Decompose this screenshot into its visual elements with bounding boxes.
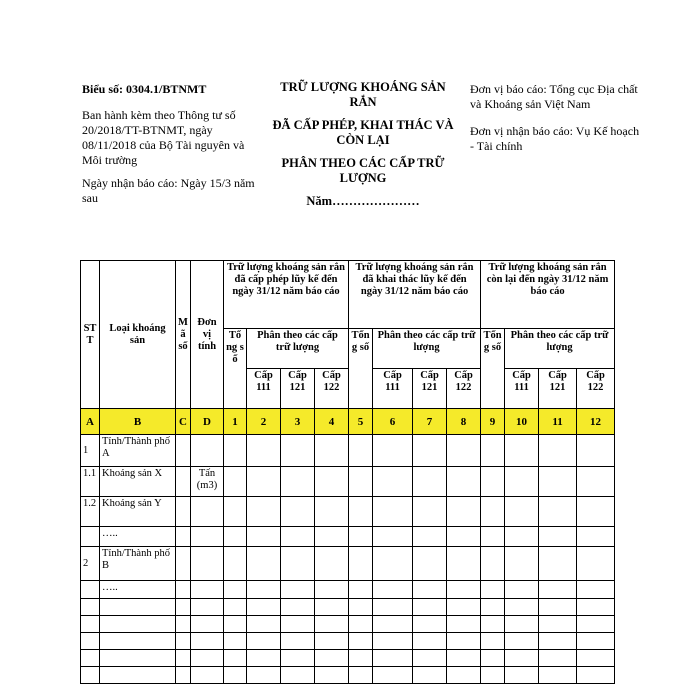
- column-index-row: [81, 409, 615, 435]
- column-index-cell: 8: [447, 409, 481, 435]
- header-by-level: Phân theo các cấp trữ lượng: [505, 329, 615, 369]
- header-total: Tổng số: [349, 329, 373, 409]
- value-cell: [247, 667, 281, 684]
- value-cell: [413, 527, 447, 547]
- table-row: [81, 650, 615, 667]
- header-level-111: Cấp 111: [373, 369, 413, 409]
- value-cell: [413, 435, 447, 467]
- value-cell: [539, 616, 577, 633]
- code-cell: [176, 650, 191, 667]
- table-row: [81, 547, 615, 581]
- value-cell: [224, 599, 247, 616]
- value-cell: [577, 435, 615, 467]
- unit-cell: [191, 633, 224, 650]
- table-row: [81, 467, 615, 497]
- value-cell: [224, 616, 247, 633]
- header-exploited-group: Trữ lượng khoáng sản rắn đã khai thác lũy kế đến ngày 31/12 năm báo cáo: [349, 261, 481, 329]
- value-cell: [224, 633, 247, 650]
- value-cell: [577, 497, 615, 527]
- value-cell: [447, 633, 481, 650]
- value-cell: [373, 599, 413, 616]
- value-cell: [577, 599, 615, 616]
- value-cell: [539, 547, 577, 581]
- value-cell: [447, 616, 481, 633]
- value-cell: [349, 467, 373, 497]
- value-cell: [539, 599, 577, 616]
- header-center: [268, 80, 458, 209]
- value-cell: [539, 581, 577, 599]
- code-cell: [176, 616, 191, 633]
- value-cell: [577, 616, 615, 633]
- unit-cell: [191, 547, 224, 581]
- stt-cell: [81, 616, 100, 633]
- value-cell: [481, 547, 505, 581]
- value-cell: [315, 616, 349, 633]
- header-right: [470, 82, 640, 154]
- mineral-name-cell: Tỉnh/Thành phố B: [100, 547, 176, 581]
- stt-cell: [81, 633, 100, 650]
- header-remaining-group: Trữ lượng khoáng sản rắn còn lại đến ngày 31/12 năm báo cáo: [481, 261, 615, 329]
- value-cell: [481, 435, 505, 467]
- value-cell: [413, 547, 447, 581]
- value-cell: [315, 650, 349, 667]
- value-cell: [247, 527, 281, 547]
- code-cell: [176, 497, 191, 527]
- value-cell: [373, 667, 413, 684]
- value-cell: [505, 599, 539, 616]
- value-cell: [577, 527, 615, 547]
- value-cell: [505, 547, 539, 581]
- header-level-122: Cấp 122: [447, 369, 481, 409]
- value-cell: [281, 599, 315, 616]
- value-cell: [349, 599, 373, 616]
- value-cell: [481, 599, 505, 616]
- stt-cell: 1: [81, 435, 100, 467]
- value-cell: [224, 467, 247, 497]
- value-cell: [247, 650, 281, 667]
- value-cell: [349, 435, 373, 467]
- receive-date-text: Ngày nhận báo cáo: Ngày 15/3 năm sau: [82, 176, 255, 205]
- value-cell: [539, 497, 577, 527]
- header-stt: STT: [81, 261, 100, 409]
- value-cell: [373, 616, 413, 633]
- header-left: [82, 82, 266, 206]
- value-cell: [577, 467, 615, 497]
- unit-cell: [191, 599, 224, 616]
- column-index-cell: D: [191, 409, 224, 435]
- value-cell: [481, 616, 505, 633]
- unit-cell: [191, 667, 224, 684]
- value-cell: [373, 650, 413, 667]
- value-cell: [413, 497, 447, 527]
- unit-cell: Tấn (m3): [191, 467, 224, 497]
- value-cell: [349, 616, 373, 633]
- value-cell: [539, 527, 577, 547]
- value-cell: [349, 667, 373, 684]
- table-row: [81, 616, 615, 633]
- column-index-cell: 6: [373, 409, 413, 435]
- value-cell: [247, 497, 281, 527]
- value-cell: [224, 667, 247, 684]
- year-line: Năm…………………: [306, 194, 420, 208]
- value-cell: [505, 467, 539, 497]
- value-cell: [224, 435, 247, 467]
- value-cell: [315, 667, 349, 684]
- value-cell: [413, 467, 447, 497]
- value-cell: [349, 650, 373, 667]
- unit-cell: [191, 527, 224, 547]
- value-cell: [481, 467, 505, 497]
- value-cell: [481, 527, 505, 547]
- value-cell: [447, 581, 481, 599]
- column-index-cell: 1: [224, 409, 247, 435]
- stt-cell: [81, 527, 100, 547]
- reserves-table: [80, 260, 615, 684]
- value-cell: [373, 547, 413, 581]
- table-row: [81, 581, 615, 599]
- header-level-121: Cấp 121: [281, 369, 315, 409]
- value-cell: [224, 547, 247, 581]
- mineral-name-cell: [100, 616, 176, 633]
- title-line-1: TRỮ LƯỢNG KHOÁNG SẢN RẮN: [280, 80, 446, 109]
- mineral-name-cell: [100, 667, 176, 684]
- unit-cell: [191, 497, 224, 527]
- value-cell: [505, 497, 539, 527]
- value-cell: [349, 497, 373, 527]
- value-cell: [373, 497, 413, 527]
- value-cell: [224, 497, 247, 527]
- table-row: [81, 435, 615, 467]
- value-cell: [539, 650, 577, 667]
- value-cell: [505, 616, 539, 633]
- value-cell: [349, 633, 373, 650]
- header-level-122: Cấp 122: [577, 369, 615, 409]
- issued-with-text: Ban hành kèm theo Thông tư số 20/2018/TT-BTNMT, ngày 08/11/2018 của Bộ Tài nguyên và Môi trường: [82, 108, 245, 167]
- value-cell: [373, 581, 413, 599]
- value-cell: [447, 599, 481, 616]
- value-cell: [315, 497, 349, 527]
- value-cell: [413, 599, 447, 616]
- value-cell: [373, 527, 413, 547]
- value-cell: [247, 633, 281, 650]
- header-level-111: Cấp 111: [505, 369, 539, 409]
- stt-cell: [81, 650, 100, 667]
- mineral-name-cell: [100, 599, 176, 616]
- column-index-cell: 7: [413, 409, 447, 435]
- value-cell: [413, 650, 447, 667]
- value-cell: [539, 467, 577, 497]
- table-row: [81, 633, 615, 650]
- value-cell: [281, 616, 315, 633]
- form-number: Biểu số: 0304.1/BTNMT: [82, 82, 207, 96]
- mineral-name-cell: …..: [100, 527, 176, 547]
- header-code: Mã số: [176, 261, 191, 409]
- column-index-cell: 11: [539, 409, 577, 435]
- column-index-cell: 9: [481, 409, 505, 435]
- value-cell: [281, 497, 315, 527]
- value-cell: [413, 616, 447, 633]
- value-cell: [315, 547, 349, 581]
- value-cell: [505, 435, 539, 467]
- header-total: Tổng số: [224, 329, 247, 409]
- value-cell: [539, 435, 577, 467]
- value-cell: [281, 467, 315, 497]
- table-row: [81, 599, 615, 616]
- value-cell: [447, 527, 481, 547]
- value-cell: [577, 633, 615, 650]
- title-line-3: PHÂN THEO CÁC CẤP TRỮ LƯỢNG: [281, 156, 445, 185]
- header-mineral-type: Loại khoáng sản: [100, 261, 176, 409]
- header-by-level: Phân theo các cấp trữ lượng: [373, 329, 481, 369]
- value-cell: [505, 633, 539, 650]
- stt-cell: 2: [81, 547, 100, 581]
- stt-cell: 1.2: [81, 497, 100, 527]
- value-cell: [539, 667, 577, 684]
- mineral-name-cell: [100, 633, 176, 650]
- value-cell: [315, 435, 349, 467]
- value-cell: [577, 547, 615, 581]
- stt-cell: [81, 599, 100, 616]
- unit-cell: [191, 435, 224, 467]
- value-cell: [481, 497, 505, 527]
- unit-cell: [191, 616, 224, 633]
- value-cell: [224, 527, 247, 547]
- header-level-122: Cấp 122: [315, 369, 349, 409]
- value-cell: [373, 633, 413, 650]
- header-by-level: Phân theo các cấp trữ lượng: [247, 329, 349, 369]
- stt-cell: [81, 667, 100, 684]
- value-cell: [505, 667, 539, 684]
- code-cell: [176, 527, 191, 547]
- header-level-121: Cấp 121: [539, 369, 577, 409]
- mineral-name-cell: Tỉnh/Thành phố A: [100, 435, 176, 467]
- reporting-unit-text: Đơn vị báo cáo: Tổng cục Địa chất và Khoáng sản Việt Nam: [470, 82, 638, 111]
- column-index-cell: A: [81, 409, 100, 435]
- value-cell: [315, 599, 349, 616]
- value-cell: [224, 581, 247, 599]
- value-cell: [349, 581, 373, 599]
- value-cell: [413, 667, 447, 684]
- column-index-cell: 10: [505, 409, 539, 435]
- value-cell: [349, 527, 373, 547]
- value-cell: [247, 435, 281, 467]
- value-cell: [315, 467, 349, 497]
- column-index-cell: 2: [247, 409, 281, 435]
- header-total: Tổng số: [481, 329, 505, 409]
- value-cell: [315, 581, 349, 599]
- mineral-name-cell: [100, 650, 176, 667]
- value-cell: [413, 633, 447, 650]
- value-cell: [247, 547, 281, 581]
- value-cell: [447, 547, 481, 581]
- value-cell: [413, 581, 447, 599]
- table-row: [81, 667, 615, 684]
- value-cell: [373, 435, 413, 467]
- value-cell: [447, 435, 481, 467]
- value-cell: [539, 633, 577, 650]
- code-cell: [176, 581, 191, 599]
- value-cell: [281, 547, 315, 581]
- value-cell: [577, 581, 615, 599]
- value-cell: [247, 581, 281, 599]
- header-level-111: Cấp 111: [247, 369, 281, 409]
- code-cell: [176, 633, 191, 650]
- table-row: [81, 527, 615, 547]
- value-cell: [281, 633, 315, 650]
- value-cell: [577, 650, 615, 667]
- value-cell: [481, 650, 505, 667]
- header-licensed-group: Trữ lượng khoáng sản rắn đã cấp phép lũy kế đến ngày 31/12 năm báo cáo: [224, 261, 349, 329]
- value-cell: [577, 667, 615, 684]
- value-cell: [247, 467, 281, 497]
- column-index-cell: 3: [281, 409, 315, 435]
- column-index-cell: 4: [315, 409, 349, 435]
- value-cell: [247, 599, 281, 616]
- column-index-cell: 12: [577, 409, 615, 435]
- value-cell: [481, 581, 505, 599]
- value-cell: [373, 467, 413, 497]
- mineral-name-cell: Khoáng sản X: [100, 467, 176, 497]
- code-cell: [176, 435, 191, 467]
- value-cell: [315, 527, 349, 547]
- value-cell: [315, 633, 349, 650]
- value-cell: [505, 527, 539, 547]
- header-level-121: Cấp 121: [413, 369, 447, 409]
- value-cell: [281, 650, 315, 667]
- column-index-cell: B: [100, 409, 176, 435]
- value-cell: [447, 467, 481, 497]
- value-cell: [247, 616, 281, 633]
- value-cell: [349, 547, 373, 581]
- header-unit: Đơn vị tính: [191, 261, 224, 409]
- value-cell: [481, 667, 505, 684]
- value-cell: [505, 581, 539, 599]
- value-cell: [281, 527, 315, 547]
- value-cell: [447, 667, 481, 684]
- code-cell: [176, 667, 191, 684]
- value-cell: [281, 435, 315, 467]
- stt-cell: [81, 581, 100, 599]
- column-index-cell: 5: [349, 409, 373, 435]
- value-cell: [447, 650, 481, 667]
- mineral-name-cell: …..: [100, 581, 176, 599]
- code-cell: [176, 467, 191, 497]
- unit-cell: [191, 581, 224, 599]
- value-cell: [447, 497, 481, 527]
- code-cell: [176, 599, 191, 616]
- stt-cell: 1.1: [81, 467, 100, 497]
- value-cell: [224, 650, 247, 667]
- value-cell: [281, 667, 315, 684]
- mineral-name-cell: Khoáng sản Y: [100, 497, 176, 527]
- unit-cell: [191, 650, 224, 667]
- value-cell: [481, 633, 505, 650]
- value-cell: [281, 581, 315, 599]
- column-index-cell: C: [176, 409, 191, 435]
- table-row: [81, 497, 615, 527]
- value-cell: [505, 650, 539, 667]
- receiving-unit-text: Đơn vị nhận báo cáo: Vụ Kế hoạch - Tài chính: [470, 124, 640, 153]
- code-cell: [176, 547, 191, 581]
- title-line-2: ĐÃ CẤP PHÉP, KHAI THÁC VÀ CÒN LẠI: [272, 118, 454, 147]
